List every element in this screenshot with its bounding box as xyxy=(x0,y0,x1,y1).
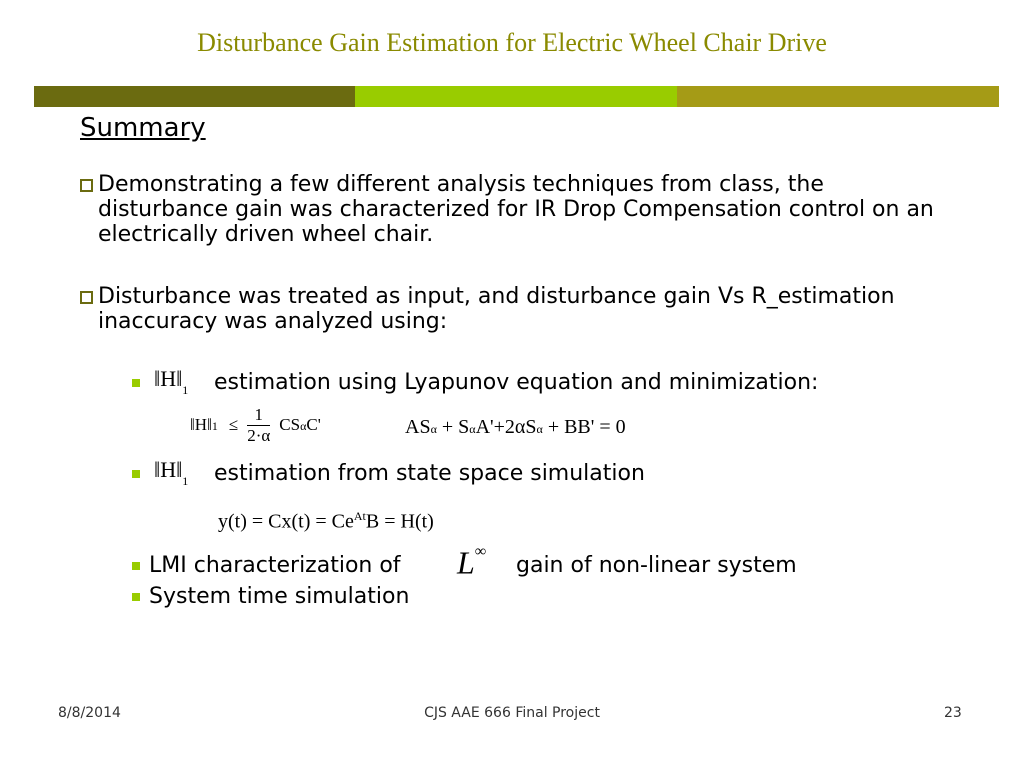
lyapunov-equation: ASα + SαA'+2αSα + BB' = 0 xyxy=(405,416,626,438)
footer-title: CJS AAE 666 Final Project xyxy=(424,705,600,721)
bullet-text: Disturbance was treated as input, and disturbance gain Vs R_estimation inaccuracy was analyzed using: xyxy=(98,284,895,334)
bullet-item xyxy=(80,284,960,334)
norm-h-formula: $‖H‖_1$ xyxy=(154,366,189,397)
footer-date: 8/8/2014 xyxy=(58,705,121,721)
page-number: 23 xyxy=(944,705,962,721)
section-heading: Summary xyxy=(80,113,206,143)
bullet-text: Demonstrating a few different analysis techniques from class, the disturbance gain was characterized for IR Drop Compensation control on an electrically driven wheel chair. xyxy=(98,172,934,247)
sub-bullet-text: System time simulation xyxy=(149,584,410,609)
square-bullet-icon xyxy=(132,562,140,570)
title-bar-right xyxy=(677,86,999,107)
slide-title: Disturbance Gain Estimation for Electric Wheel Chair Drive xyxy=(197,28,827,57)
state-space-equation: $y(t) = Cx(t) = Ce^{At}B = H(t)$ xyxy=(218,509,434,533)
title-bar-left xyxy=(34,86,355,107)
square-bullet-icon xyxy=(132,470,140,478)
norm-h-formula: $‖H‖_1$ xyxy=(154,457,189,488)
hollow-square-bullet-icon xyxy=(80,179,93,192)
square-bullet-icon xyxy=(132,593,140,601)
square-bullet-icon xyxy=(132,379,140,387)
title-bar-middle xyxy=(355,86,677,107)
bullet-item xyxy=(80,172,960,247)
hollow-square-bullet-icon xyxy=(80,291,93,304)
l-infinity-symbol: L∞ xyxy=(457,543,487,581)
norm-bound-inequality: ‖H‖1 ≤ $\frac{1}{2\cdot\alpha}$ CSαC' xyxy=(190,405,321,445)
sub-bullet-text: estimation from state space simulation xyxy=(214,461,645,486)
sub-bullet-text: estimation using Lyapunov equation and minimization: xyxy=(214,370,819,395)
sub-bullet-text-prefix: LMI characterization of xyxy=(149,553,401,578)
sub-bullet-text-suffix: gain of non-linear system xyxy=(516,553,797,578)
